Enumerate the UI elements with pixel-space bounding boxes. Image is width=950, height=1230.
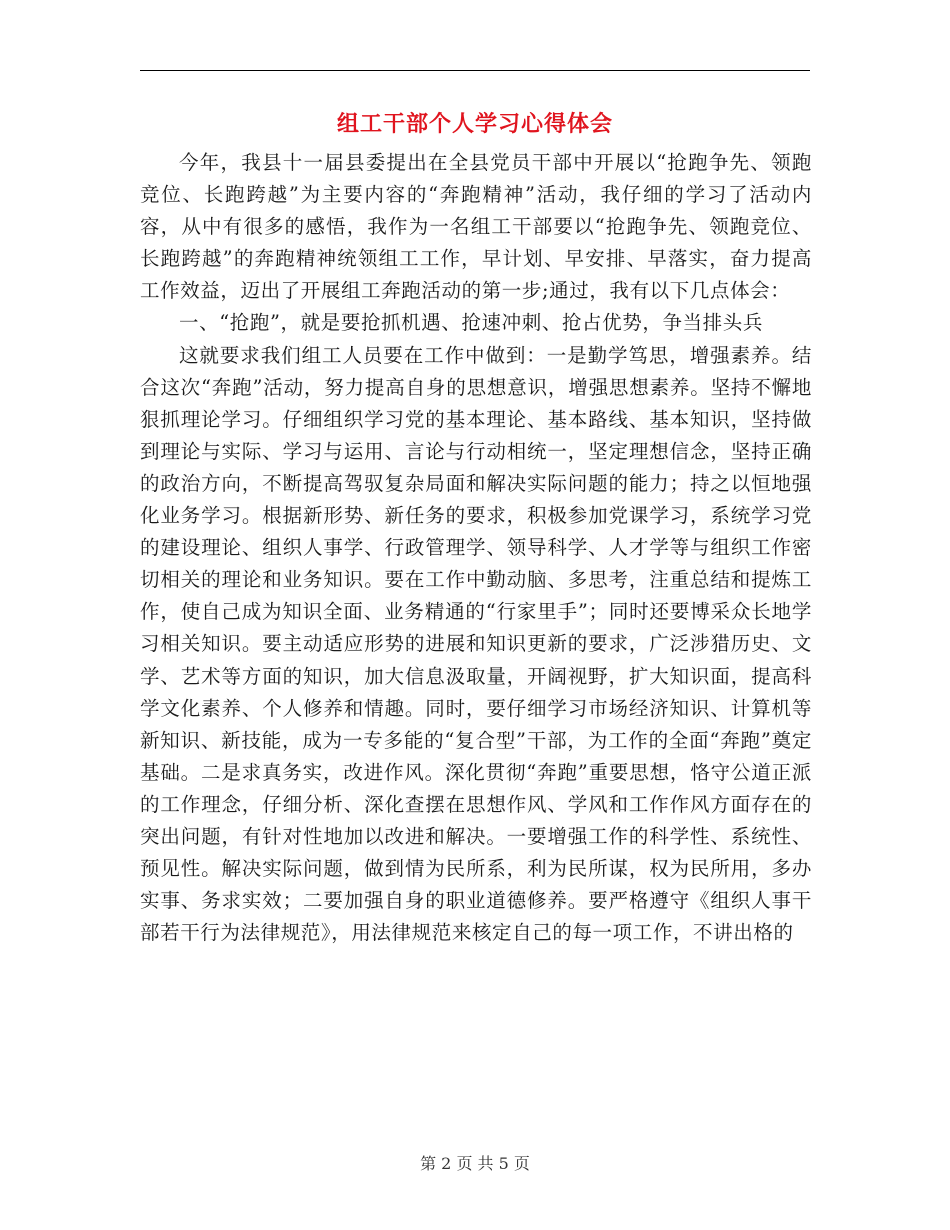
paragraph-intro: 今年，我县十一届县委提出在全县党员干部中开展以“抢跑争先、领跑竞位、长跑跨越”为主要内容的“奔跑精神”活动，我仔细的学习了活动内容，从中有很多的感悟，我作为一名组工干部要以“抢跑争先、领跑竞位、长跑跨越”的奔跑精神统领组工工作，早计划、早安排、早落实，奋力提高工作效益，迈出了开展组工奔跑活动的第一步;通过，我有以下几点体会： — [140, 151, 812, 303]
page-number-footer: 第 2 页 共 5 页 — [420, 1154, 530, 1173]
paragraph-section-heading: 一、“抢跑”，就是要抢抓机遇、抢速冲刺、抢占优势，争当排头兵 — [179, 311, 763, 335]
document-title: 组工干部个人学习心得体会 — [336, 111, 613, 137]
document-body — [140, 147, 812, 949]
paragraph-section-body: 这就要求我们组工人员要在工作中做到：一是勤学笃思，增强素养。结合这次“奔跑”活动，努力提高自身的思想意识，增强思想素养。坚持不懈地狠抓理论学习。仔细组织学习党的基本理论、基本路线、基本知识，坚持做到理论与实际、学习与运用、言论与行动相统一，坚定理想信念，坚持正确的政治方向，不断提高驾驭复杂局面和解决实际问题的能力；持之以恒地强化业务学习。根据新形势、新任务的要求，积极参加党课学习，系统学习党的建设理论、组织人事学、行政管理学、领导科学、人才学等与组织工作密切相关的理论和业务知识。要在工作中勤动脑、多思考，注重总结和提炼工作，使自己成为知识全面、业务精通的“行家里手”；同时还要博采众长地学习相关知识。要主动适应形势的进展和知识更新的要求，广泛涉猎历史、文学、艺术等方面的知识，加大信息汲取量，开阔视野，扩大知识面，提高科学文化素养、个人修养和情趣。同时，要仔细学习市场经济知识、计算机等新知识、新技能，成为一专多能的“复合型”干部，为工作的全面“奔跑”奠定基础。二是求真务实，改进作风。深化贯彻“奔跑”重要思想，恪守公道正派的工作理念，仔细分析、深化查摆在思想作风、学风和工作作风方面存在的突出问题，有针对性地加以改进和解决。一要增强工作的科学性、系统性、预见性。解决实际问题，做到情为民所系，利为民所谋，权为民所用，多办实事、务求实效；二要加强自身的职业道德修养。要严格遵守《组织人事干部若干行为法律规范》，用法律规范来核定自己的每一项工作，不讲出格的 — [140, 343, 812, 945]
header-rule — [140, 70, 810, 71]
